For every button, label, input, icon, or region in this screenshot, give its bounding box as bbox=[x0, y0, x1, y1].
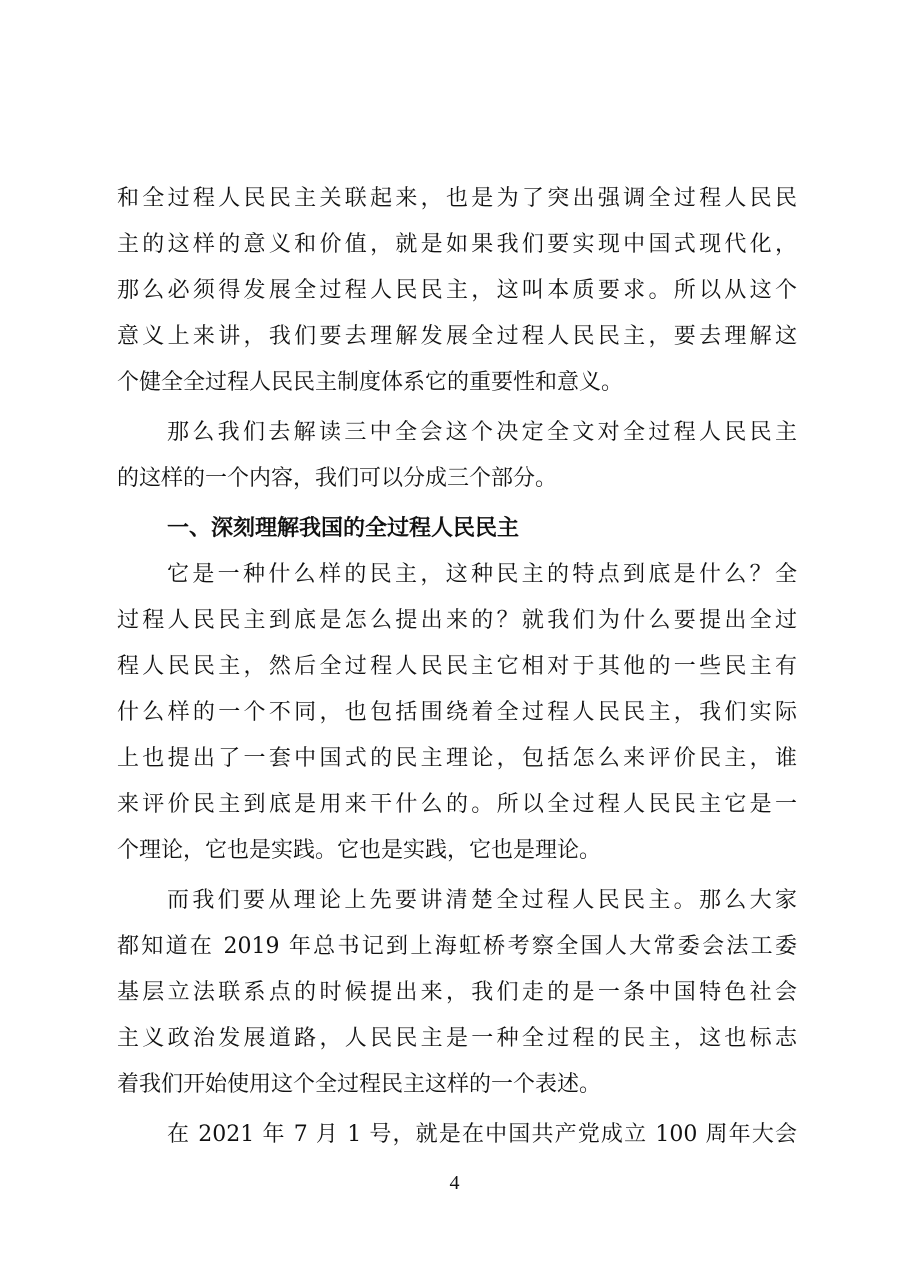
text-line: 和全过程人民民主关联起来，也是为了突出强调全过程人民民 bbox=[117, 186, 797, 211]
text-line: 来评价民主到底是用来干什么的。所以全过程人民民主它是一 bbox=[117, 792, 797, 817]
text-line: 主的这样的意义和价值，就是如果我们要实现中国式现代化， bbox=[117, 232, 797, 257]
text-line: 什么样的一个不同，也包括围绕着全过程人民民主，我们实际 bbox=[117, 700, 797, 725]
section-heading: 一、深刻理解我国的全过程人民民主 bbox=[167, 516, 520, 541]
text-line: 上也提出了一套中国式的民主理论，包括怎么来评价民主，谁 bbox=[117, 746, 797, 771]
page-number: 4 bbox=[449, 1172, 460, 1194]
text-line: 程人民民主，然后全过程人民民主它相对于其他的一些民主有 bbox=[117, 654, 797, 679]
text-line: 基层立法联系点的时候提出来，我们走的是一条中国特色社会 bbox=[117, 980, 797, 1005]
text-line: 那么必须得发展全过程人民民主，这叫本质要求。所以从这个 bbox=[117, 278, 797, 303]
text-line: 着我们开始使用这个全过程民主这样的一个表述。 bbox=[117, 1072, 602, 1097]
text-line: 都知道在 2019 年总书记到上海虹桥考察全国人大常委会法工委 bbox=[117, 934, 797, 959]
text-line: 的这样的一个内容，我们可以分成三个部分。 bbox=[117, 466, 558, 491]
text-line: 意义上来讲，我们要去理解发展全过程人民民主，要去理解这 bbox=[117, 324, 797, 349]
text-line: 过程人民民主到底是怎么提出来的？就我们为什么要提出全过 bbox=[117, 608, 797, 633]
text-line: 主义政治发展道路，人民民主是一种全过程的民主，这也标志 bbox=[117, 1026, 797, 1051]
text-line: 那么我们去解读三中全会这个决定全文对全过程人民民主 bbox=[167, 420, 797, 445]
text-line: 个理论，它也是实践。它也是实践，它也是理论。 bbox=[117, 838, 602, 863]
text-line: 它是一种什么样的民主，这种民主的特点到底是什么？全 bbox=[167, 562, 797, 587]
text-line: 而我们要从理论上先要讲清楚全过程人民民主。那么大家 bbox=[167, 888, 797, 913]
text-line: 个健全全过程人民民主制度体系它的重要性和意义。 bbox=[117, 370, 624, 395]
text-line: 在 2021 年 7 月 1 号，就是在中国共产党成立 100 周年大会 bbox=[167, 1122, 797, 1147]
document-body bbox=[117, 176, 797, 1158]
